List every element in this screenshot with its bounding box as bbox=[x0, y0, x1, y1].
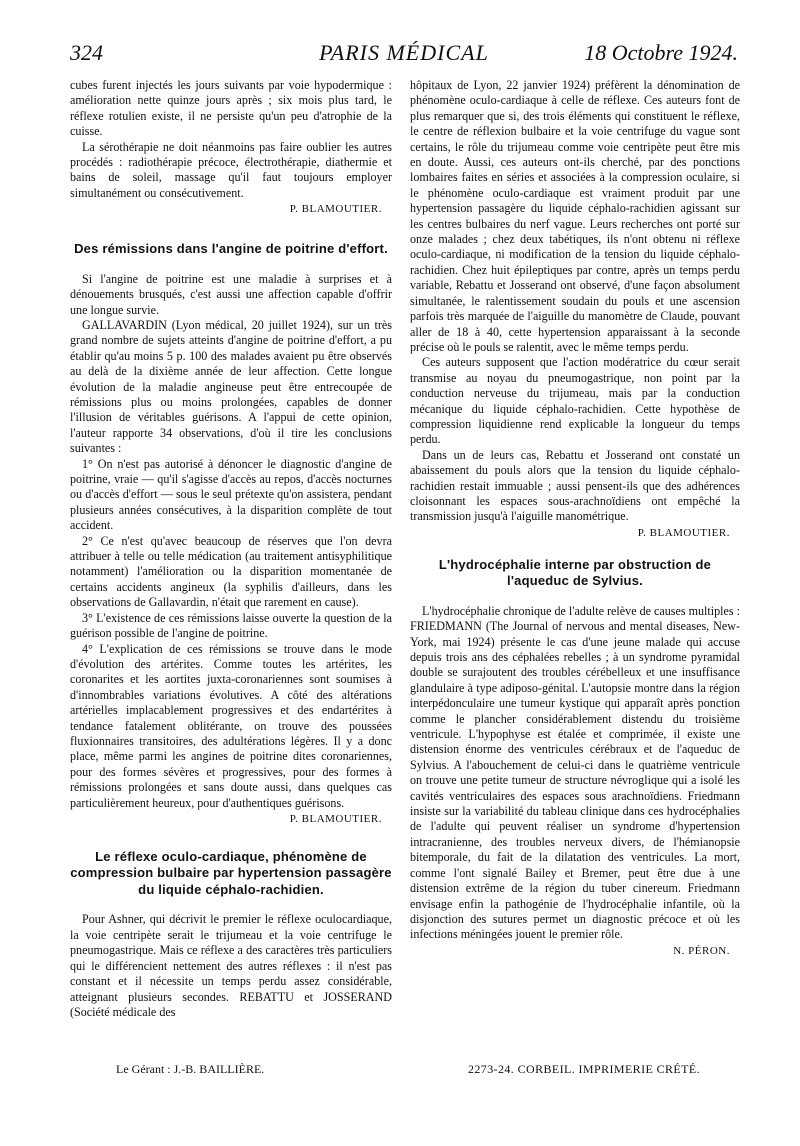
right-column bbox=[410, 78, 740, 957]
paragraph: Ces auteurs supposent que l'action modératrice du cœur serait transmise au noyau du pneumogastrique, non point par la conduction nerveuse du trijumeau, mais par la conduction mécanique du liquide céphalo-rachidien. Cette hypothèse de compression liquidienne rend explicable la longueur du temps perdu. bbox=[410, 355, 740, 447]
spacer bbox=[410, 590, 740, 604]
paragraph: La sérothérapie ne doit néanmoins pas faire oublier les autres procédés : radiothérapie précoce, électrothérapie, diathermie et bains de soleil, massage qu'il faut toujours employer simultanément ou consécutivement. bbox=[70, 139, 392, 200]
page-number: 324 bbox=[70, 40, 103, 65]
spacer bbox=[410, 539, 740, 557]
spacer bbox=[70, 825, 392, 849]
footer-imprint: 2273-24. CORBEIL. IMPRIMERIE CRÉTÉ. bbox=[468, 1062, 700, 1076]
paragraph: hôpitaux de Lyon, 22 janvier 1924) préfèrent la dénomination de phénomène oculo-cardiaque à celle de réflexe. Ces auteurs font de plus remarquer que si, des trois éléments qui constituent le réflexe, le centre de réflexion bulbaire et la voie centrifuge du vague sont certains, le rôle du trijumeau comme voie centripète peut être mis en doute. Aussi, ces auteurs ont-ils cherché, par des ponctions lombaires faites en séries et associées à la compression oculaire, si le phénomène oculo-cardiaque est vraiment produit par une hypertension passagère du liquide céphalo-rachidien agissant sur les centres bulbaires du nerf vague. Leurs recherches ont porté sur onze malades ; chez deux tabétiques, ils n'ont obtenu ni réflexe oculo-cardiaque, ni modification de la tension du liquide céphalo-rachidien. Chez huit épileptiques par contre, après un temps perdu variable, Rebattu et Josserand ont observé, d'une façon absolument simultanée, le ralentissement soudain du pouls et une ascension parfois très marquée de l'aiguille du manomètre de Claude, pouvant aller de 18 à 40, cette hypertension apparaissant à la seconde précise où le pouls se ralentit, avec le même temps perdu. bbox=[410, 78, 740, 354]
journal-title: PARIS MÉDICAL bbox=[319, 40, 489, 65]
page-header bbox=[70, 40, 738, 70]
article-title: L'hydrocéphalie interne par obstruction de l'aqueduc de Sylvius. bbox=[438, 556, 712, 589]
article-title: Le réflexe oculo-cardiaque, phénomène de compression bulbaire par hypertension passagère du liquide céphalo-rachidien. bbox=[70, 848, 392, 897]
paragraph: Pour Ashner, qui décrivit le premier le réflexe oculocardiaque, la voie centripète serait le trijumeau et la voie centrifuge le pneumogastrique. Mais ce réflexe a des caractères très particuliers qui le différencient nettement des autres réflexes : il n'est pas constant et il nécessite un temps perdu assez considérable, atteignant plusieurs secondes. REBATTU et JOSSERAND (Société médicale des bbox=[70, 912, 392, 1019]
paragraph: GALLAVARDIN (Lyon médical, 20 juillet 1924), sur un très grand nombre de sujets atteints d'angine de poitrine d'effort, a pu établir qu'au moins 5 p. 100 des malades avaient pu être observés au delà de la dixième année de leur affection. Cette longue évolution de la maladie angineuse peut être entrecoupée de rémissions plus ou moins prolongées, capables de donner l'illusion de véritables guérisons. A l'appui de cette opinion, l'auteur rapporte 34 observations, d'où il tire les conclusions suivantes : bbox=[70, 317, 392, 456]
paragraph: 4° L'explication de ces rémissions se trouve dans le mode d'évolution des artérites. Comme toutes les artérites, les coronarites et les aortites juxta-coronariennes sont soumises à d'innombrables variations évolutives. A côté des altérations artérielles implacablement progressives et des endartérites à tendance fatalement oblitérante, on trouve des poussées fluxionnaires transitoires, des adultérations légères. Il y a donc place, même parmi les angines de poitrine dites coronariennes, pour des formes sévères et progressives, pour des formes à rémissions prolongées et sans doute aussi, dans quelques cas particulièrement heureux, pour d'authentiques guérisons. bbox=[70, 641, 392, 810]
paragraph: 3° L'existence de ces rémissions laisse ouverte la question de la guérison possible de l'angine de poitrine. bbox=[70, 610, 392, 641]
signature: P. BLAMOUTIER. bbox=[289, 812, 382, 825]
issue-date: 18 Octobre 1924. bbox=[584, 40, 738, 65]
paragraph: 2° Ce n'est qu'avec beaucoup de réserves que l'on devra attribuer à telle ou telle médication (au traitement antisyphilitique notamment) l'amélioration ou la disparition momentanée de certains accidents angineux (la syphilis d'ailleurs, dans les observations de Gallavardin, n'était que rarement en cause). bbox=[70, 533, 392, 610]
paragraph: 1° On n'est pas autorisé à dénoncer le diagnostic d'angine de poitrine, vraie — qu'il s'agisse d'accès au repos, d'accès nocturnes ou d'accès d'effort — sous le seul prétexte qu'on assistera, pendant plusieurs années consécutives, à la disparition complète de tout accident. bbox=[70, 456, 392, 533]
paragraph: cubes furent injectés les jours suivants par voie hypodermique : amélioration nette quinze jours après ; six mois plus tard, le réflexe rotulien existe, il ne persiste qu'un peu d'atrophie de la cuisse. bbox=[70, 78, 392, 139]
paragraph: Dans un de leurs cas, Rebattu et Josserand ont constaté un abaissement du pouls alors que la tension du liquide céphalo-rachidien restait immuable ; aussi pensent-ils que des adhérences cloisonnant les espaces sous-arachnoïdiens ont empêché la transmission jusqu'à l'aiguille manométrique. bbox=[410, 447, 740, 524]
spacer bbox=[70, 898, 392, 912]
signature: N. PÉRON. bbox=[673, 944, 730, 957]
footer-gerant: Le Gérant : J.-B. BAILLIÈRE. bbox=[116, 1062, 265, 1076]
left-column bbox=[70, 78, 392, 1020]
paragraph: Si l'angine de poitrine est une maladie à surprises et à dénouements brusqués, c'est aussi une affection capable d'offrir une longue survie. bbox=[70, 271, 392, 317]
signature: P. BLAMOUTIER. bbox=[637, 526, 730, 539]
spacer bbox=[70, 215, 392, 241]
signature: P. BLAMOUTIER. bbox=[289, 203, 382, 216]
article-title: Des rémissions dans l'angine de poitrine d'effort. bbox=[74, 241, 388, 257]
spacer bbox=[70, 258, 392, 272]
paragraph: L'hydrocéphalie chronique de l'adulte relève de causes multiples : FRIEDMANN (The Journal of nervous and mental diseases, New-York, mai 1924) présente le cas d'une jeune malade qui accuse depuis trois ans des céphalées rebelles ; à un syndrome pyramidal double se surajoutent des troubles cérébelleux et une insuffisance glandulaire à type adiposo-génital. L'autopsie montre dans la région interpédonculaire une tumeur kystique qui apparaît après ponction comme le plancher considérablement distendu du troisième ventricule. L'hypophyse est étalée et comprimée, il existe une distension énorme des ventricules cérébraux et de l'aqueduc de Sylvius. A l'abouchement de celui-ci dans le quatrième ventricule on trouve une petite tumeur de structure névroglique qui a isolé les cavités ventriculaires des espaces sous arachnoïdiens. Friedmann insiste sur la variabilité du tableau clinique dans ces hydrocéphalies de l'adulte qui peuvent réaliser un syndrome d'hypertension intracranienne, des troubles nerveux divers, de l'hémianopsie bitemporale, du fait de la dilatation des ventricules. La mort, comme l'ont signalé Bailey et Bremer, peut être due à une distension extrême de la région du tuber cinereum. Friedmann envisage enfin la pathogénie de l'hydrocéphalie infantile, où la disjonction des sutures permet un diagnostic précoce et où les infections méningées jouent le premier rôle. bbox=[410, 603, 741, 942]
